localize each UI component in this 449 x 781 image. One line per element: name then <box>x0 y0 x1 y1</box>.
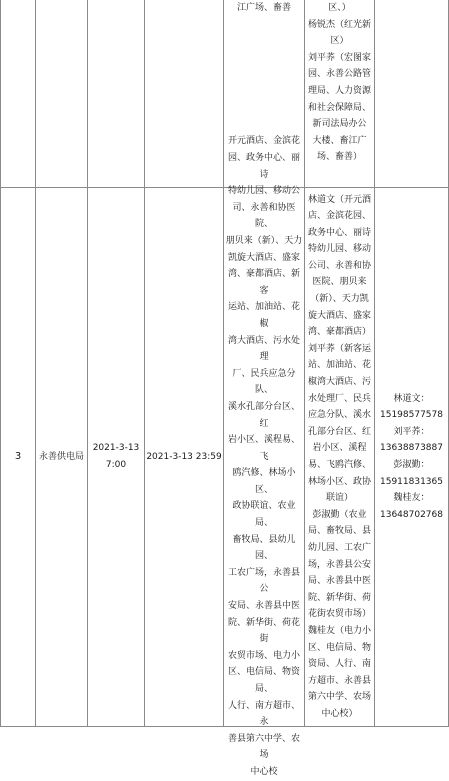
detail-cell <box>305 188 374 726</box>
end-time: 2021-3-13 23:59 <box>146 451 222 462</box>
outage-area-text: 开元酒店、金滨花 园、政务中心、丽诗 特幼儿园、移动公 司、永善和协医院、 朋贝来（新）、天力 凯旋大酒店、盛家 湾、豪都酒店、新客 运站、加油站、花椒 湾大酒店、污水处理 厂、民兵应急分队、 溪水孔部分台区、红 岩小区、溪程易、飞 鸥汽修、林场小区、 政协联谊、农业局、 畜牧局、县幼儿园、 工农广场，永善县公 安局、永善县中医 院、新华街、荷花街 农贸市场、电力小 区、电信局、物资局、 人行、南方超市、永 善县第六中学、农场 中心校 <box>225 136 303 777</box>
company-cell <box>36 188 87 726</box>
top-detail-cell <box>305 0 374 187</box>
start-time: 2021-3-13 7:00 <box>92 443 140 470</box>
end-time-cell <box>145 188 223 726</box>
company-name: 永善供电局 <box>38 451 84 462</box>
start-time-cell <box>88 188 144 726</box>
responsible-detail-text: 林道文（开元酒 店、金滨花园、 政务中心、丽诗 特幼儿园、移动 公司、永善和协 医院、朋贝来 （新）、天力凯 旋大酒店、盛家 湾、豪都酒店） 刘平荞（新客运 站、加油站、花 椒湾大酒店、污 水处理厂、民兵 应急分队、溪水 孔部分台区、红 岩小区、溪程 易、飞鸥汽修、 林场小区、政协 联谊） 彭淑勤（农业 局、畜牧局、县 幼儿园、工农广 场，永善县公安 局、永善县中医 院、新华街、荷 花街农贸市场） 魏桂友（电力小 区、电信局、物 资局、人行、南 方超市、永善县 第六中学、农场 中心校） <box>307 194 371 719</box>
area-cell <box>224 136 304 777</box>
contacts-cell <box>375 188 448 726</box>
seq-cell <box>1 188 35 726</box>
seq-number: 3 <box>14 450 22 462</box>
detail-text-continued: 区、） 杨锐杰（红光新 区） 刘平荞（宏图家 园、永善公路管 理局、人力资源 和社会保障局、 新司法局办公 大楼、畜江广 场、畜善） <box>307 3 371 163</box>
contact-phones: 林道文： 15198577578 刘平荞： 13638873887 彭淑勤： 15911831365 魏桂友： 13648702768 <box>380 393 443 520</box>
area-text-continued: 江广场、畜善 <box>236 3 291 13</box>
top-area-cell <box>224 0 304 28</box>
